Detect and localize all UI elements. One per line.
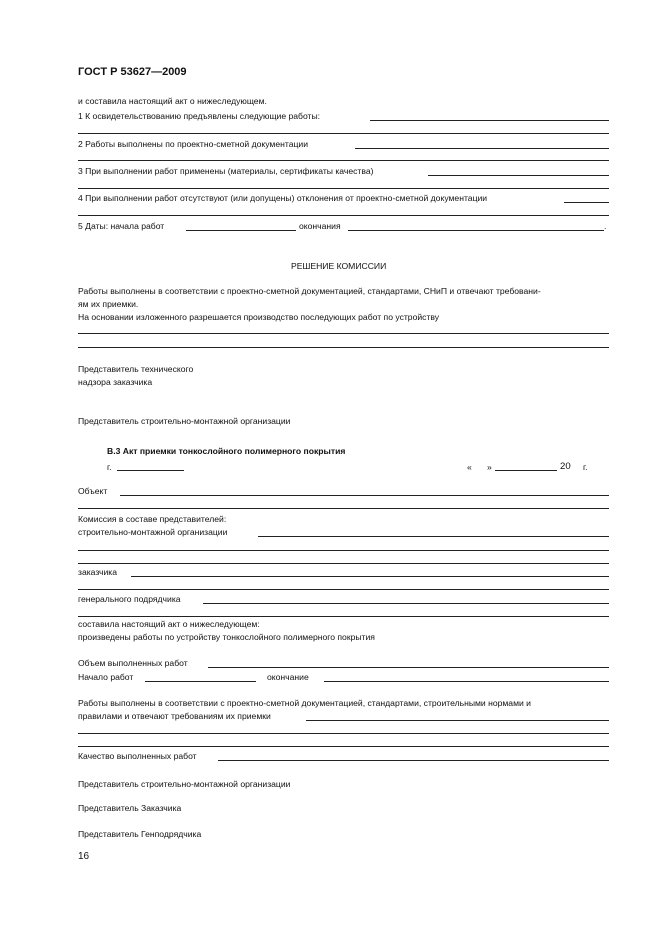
act2-date-open: «: [467, 462, 472, 472]
signature-construction-org: Представитель строительно-монтажной организации: [78, 416, 291, 426]
signature2-general-contractor: Представитель Генподрядчика: [78, 829, 202, 839]
act2-object-fill: [120, 495, 609, 496]
act2-smo-fill-2: [78, 550, 609, 551]
act2-quality-label: Качество выполненных работ: [78, 751, 197, 761]
act1-item-1-line2: [78, 133, 609, 134]
act2-object-label: Объект: [78, 486, 108, 496]
act1-item-4-line2: [78, 215, 609, 216]
act2-customer-fill: [131, 576, 609, 577]
act2-performed: произведены работы по устройству тонкослойного полимерного покрытия: [78, 632, 375, 642]
act2-start-label: Начало работ: [78, 672, 134, 682]
act2-smo-fill: [258, 536, 609, 537]
act2-title: В.3 Акт приемки тонкослойного полимерного покрытия: [107, 446, 346, 456]
act1-item-3-fill: [428, 175, 609, 176]
decision-fill-2: [78, 347, 609, 348]
act2-object-fill-2: [78, 508, 609, 509]
act1-item-4-fill: [564, 202, 609, 203]
act1-item-5-dot: .: [604, 221, 607, 231]
act2-quality-fill: [218, 760, 609, 761]
act2-city-label: г.: [107, 462, 112, 472]
act2-city-fill: [117, 470, 184, 471]
act2-general-fill: [203, 603, 609, 604]
decision-fill-1: [78, 333, 609, 334]
act2-end-fill: [324, 681, 609, 682]
act1-start-date-fill: [186, 230, 296, 231]
act1-item-3-line2: [78, 188, 609, 189]
act1-item-2-line2: [78, 160, 609, 161]
act1-item-2-fill: [355, 148, 609, 149]
act1-item-5-end-label: окончания: [299, 221, 341, 231]
act2-compiled: составила настоящий акт о нижеследующем:: [78, 619, 260, 629]
act2-general-fill-2: [78, 616, 609, 617]
act2-smo-fill-3: [78, 563, 609, 564]
act2-volume-label: Объем выполненных работ: [78, 658, 188, 668]
decision-line-3: На основании изложенного разрешается производство последующих работ по устройству: [78, 312, 440, 322]
act2-conformity-fill: [306, 720, 609, 721]
act1-item-1-fill: [370, 120, 609, 121]
act2-conformity-fill-3: [78, 746, 609, 747]
act2-smo-label: строительно-монтажной организации: [78, 527, 228, 537]
decision-title: РЕШЕНИЕ КОМИССИИ: [291, 261, 387, 271]
act2-general-label: генерального подрядчика: [78, 594, 181, 604]
page-number: 16: [78, 851, 90, 862]
act2-year-suffix: г.: [583, 462, 588, 472]
decision-line-1: Работы выполнены в соответствии с проектно-сметной документацией, стандартами, СНиП и отвечают требовани-: [78, 286, 541, 296]
act1-intro: и составила настоящий акт о нижеследующем.: [78, 96, 267, 106]
signature2-customer: Представитель Заказчика: [78, 803, 182, 813]
act2-customer-label: заказчика: [78, 567, 118, 577]
signature2-construction-org: Представитель строительно-монтажной организации: [78, 779, 291, 789]
act2-commission: Комиссия в составе представителей:: [78, 514, 227, 524]
act1-item-2: 2 Работы выполнены по проектно-сметной документации: [78, 139, 309, 149]
document-header: ГОСТ Р 53627—2009: [78, 66, 187, 78]
act2-conformity-2: правилами и отвечают требованиям их приемки: [78, 711, 271, 721]
act2-date-close: »: [487, 462, 492, 472]
act2-end-label: окончание: [267, 672, 309, 682]
act2-volume-fill: [208, 667, 609, 668]
act1-item-1: 1 К освидетельствованию предъявлены следующие работы:: [78, 111, 321, 121]
act2-conformity-fill-2: [78, 733, 609, 734]
decision-line-2: ям их приемки.: [78, 299, 139, 309]
act1-item-4: 4 При выполнении работ отсутствуют (или допущены) отклонения от проектно-сметной документации: [78, 193, 488, 203]
act2-year: 20: [560, 461, 571, 472]
act1-end-date-fill: [348, 230, 604, 231]
act1-item-5: 5 Даты: начала работ: [78, 221, 165, 231]
act2-start-fill: [145, 681, 256, 682]
signature-tech-supervision-1: Представитель технического: [78, 364, 194, 374]
act2-conformity-1: Работы выполнены в соответствии с проектно-сметной документацией, стандартами, строительными нормами и: [78, 698, 531, 708]
act1-item-3: 3 При выполнении работ применены (материалы, сертификаты качества): [78, 166, 374, 176]
signature-tech-supervision-2: надзора заказчика: [78, 377, 153, 387]
act2-customer-fill-2: [78, 589, 609, 590]
act2-date-fill: [495, 470, 557, 471]
